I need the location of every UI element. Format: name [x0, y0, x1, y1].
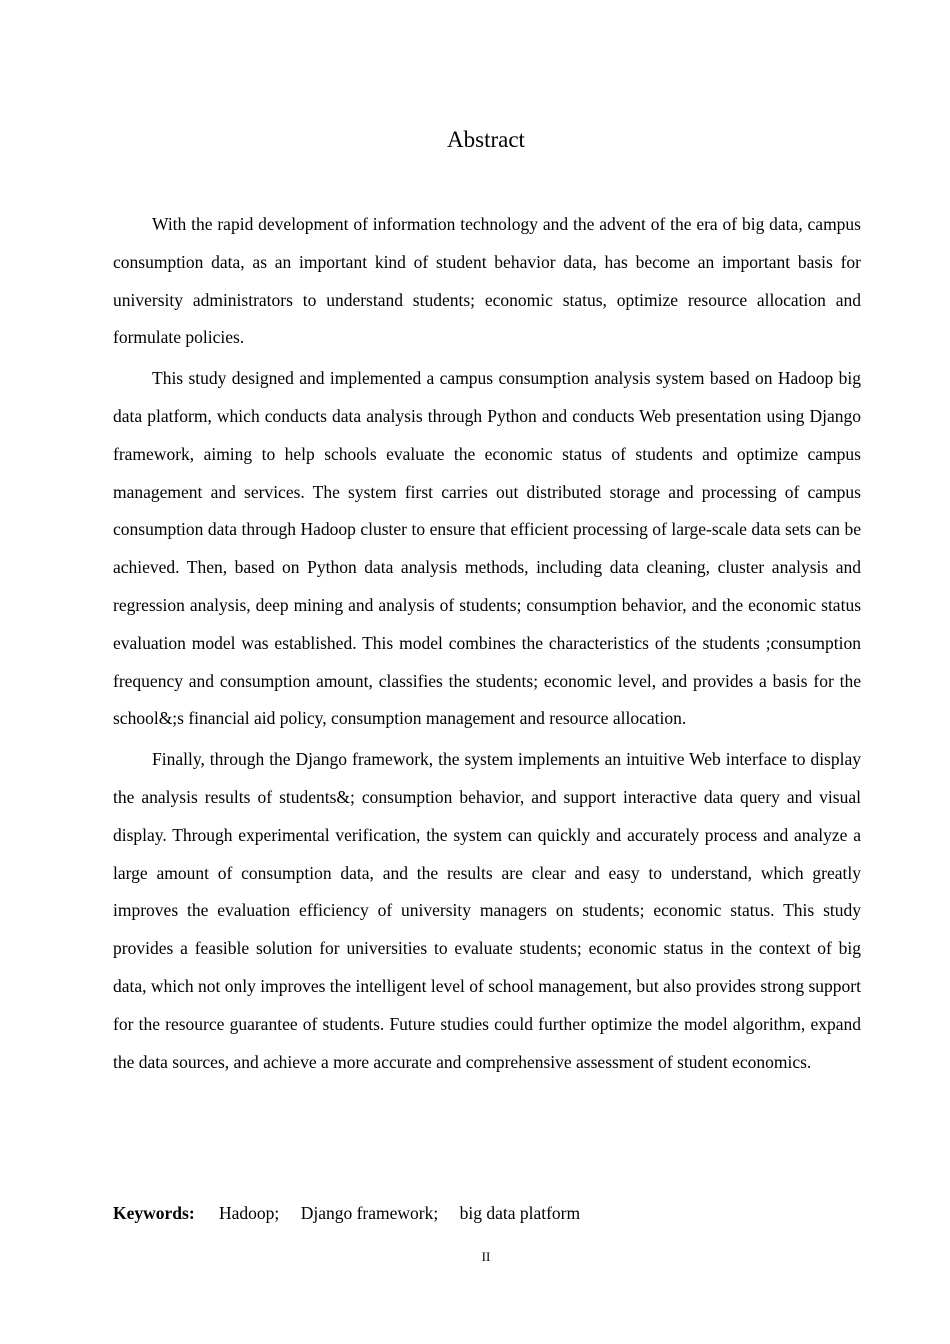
- abstract-title: Abstract: [447, 127, 525, 152]
- keyword-item: Django framework;: [300, 1203, 439, 1223]
- keywords-line: [113, 1198, 861, 1228]
- abstract-paragraph: Finally, through the Django framework, the system implements an intuitive Web interface to display the analysis results of students&; consumption behavior, and support interactive data query and visual display. Through experimental verification, the system can quickly and accurately process and analyze a large amount of consumption data, and the results are clear and easy to understand, which greatly improves the evaluation efficiency of university managers on students; economic status. This study provides a feasible solution for universities to evaluate students; economic status in the context of big data, which not only improves the intelligent level of school management, but also provides strong support for the resource guarantee of students. Future studies could further optimize the model algorithm, expand the data sources, and achieve a more accurate and comprehensive assessment of student economics.: [113, 749, 861, 1072]
- abstract-body: [113, 206, 861, 1084]
- keyword-item: big data platform: [459, 1203, 581, 1223]
- abstract-paragraph: This study designed and implemented a campus consumption analysis system based on Hadoop big data platform, which conducts data analysis through Python and conducts Web presentation using Django framework, aiming to help schools evaluate the economic status of students and optimize campus management and services. The system first carries out distributed storage and processing of campus consumption data through Hadoop cluster to ensure that efficient processing of large-scale data sets can be achieved. Then, based on Python data analysis methods, including data cleaning, cluster analysis and regression analysis, deep mining and analysis of students; consumption behavior, and the economic status evaluation model was established. This model combines the characteristics of the students ;consumption frequency and consumption amount, classifies the students; economic level, and provides a basis for the school&;s financial aid policy, consumption management and resource allocation.: [113, 368, 861, 729]
- page-number: II: [481, 1249, 491, 1264]
- keyword-item: Hadoop;: [219, 1203, 280, 1223]
- keywords-label: Keywords:: [113, 1203, 195, 1223]
- abstract-paragraph: With the rapid development of information technology and the advent of the era of big data, campus consumption data, as an important kind of student behavior data, has become an important basis for university administrators to understand students; economic status, optimize resource allocation and formulate policies.: [113, 214, 861, 348]
